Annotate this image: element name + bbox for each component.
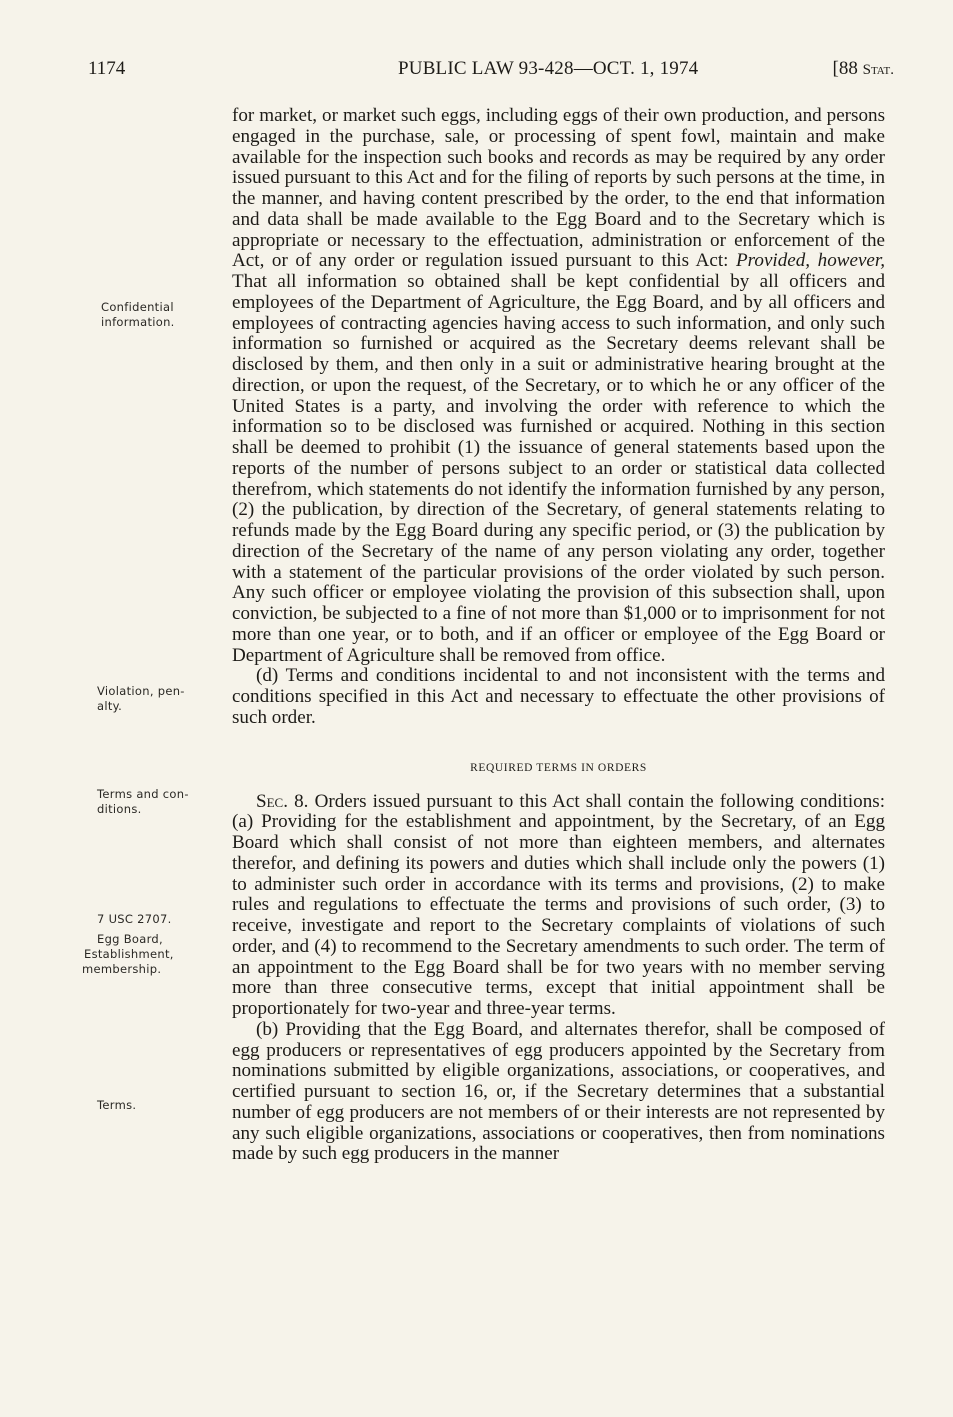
- statute-volume-prefix: [88: [832, 58, 863, 79]
- paragraph-text: for market, or market such eggs, including eggs of their own production, and persons engaged in the purchase, sale, or processing of spent fowl, maintain and make available for the inspection such books and records as may be required by any order issued pursuant to this Act and for the filing of reports by such persons at the time, in the manner, and having content prescribed by the order, to the end that information and data shall be made available to the Egg Board and to the Secretary which is appropriate or necessary to the effectuation, administration or enforcement of the Act, or of any order or regulation issued pursuant to this Act:: [232, 105, 885, 272]
- margin-note-line: Egg Board,: [97, 932, 163, 946]
- paragraph-section-8: [232, 792, 885, 1020]
- paragraph-confidentiality: [232, 106, 885, 666]
- margin-note-confidential: [101, 300, 175, 330]
- paragraph-d: (d) Terms and conditions incidental to and not inconsistent with the terms and conditions specified in this Act and necessary to effectuate the other provisions of such order.: [232, 665, 885, 728]
- section-heading: REQUIRED TERMS IN ORDERS: [470, 761, 647, 774]
- header-title: PUBLIC LAW 93-428—OCT. 1, 1974: [398, 58, 699, 79]
- margin-note-line: Violation, pen-: [97, 684, 185, 698]
- margin-note-line: membership.: [82, 962, 162, 976]
- paragraph-text: That all information so obtained shall be kept confidential by all officers and employees of the Department of Agriculture, the Egg Board, and by all officers and employees of contracting agencies having access to such information, and only such information so furnished or acquired as the Secretary deems relevant shall be disclosed by them, and then only in a suit or administrative hearing brought at the direction, or upon the request, of the Secretary, or to which he or any officer of the United States is a party, and involving the order with reference to which the information so to be disclosed was furnished or acquired. Nothing in this section shall be deemed to prohibit (1) the issuance of general statements based upon the reports of the number of persons subject to an order or statistical data collected therefrom, which statements do not identify the information furnished by any person, (2) the publication, by direction of the Secretary, of general statements relating to refunds made by the Egg Board during any specific period, or (3) the publication by direction of the Secretary of the name of any person violating any order, together with a statement of the particular provisions of the order violated by such person. Any such officer or employee violating the provision of this subsection shall, upon conviction, be subjected to a fine of not more than $1,000 or to imprisonment for not more than one year, or to both, and if an officer or employee of the Egg Board or Department of Agriculture shall be removed from office.: [232, 271, 885, 666]
- margin-note-terms: Terms.: [97, 1098, 137, 1112]
- section-label: Sec. 8.: [256, 790, 309, 812]
- margin-note-line: ditions.: [97, 802, 142, 816]
- margin-note-line: Establishment,: [84, 947, 174, 961]
- statute-body: [232, 106, 885, 1165]
- statute-volume-label: Stat.: [862, 62, 894, 78]
- margin-note-line: information.: [101, 315, 175, 329]
- paragraph-text: Orders issued pursuant to this Act shall contain the following conditions: (a) Providing for the establishment and appointment, by the Secretary, of an Egg Board which shall consist of not more than eighteen members, and alternates therefor, and defining its powers and duties which shall include only the powers (1) to administer such order in accordance with its terms and provisions, (2) to make rules and regulations to effectuate the terms and provisions of such order, (3) to receive, investigate and report to the Secretary complaints of violations of such order, and (4) to recommend to the Secretary amendments to such order. The term of an appointment to the Egg Board shall be for two years with no member serving more than three consecutive terms, except that initial appointment shall be proportionately for two-year and three-year terms.: [232, 790, 885, 1019]
- margin-note-line: alty.: [97, 699, 123, 713]
- margin-note-line: Confidential: [101, 300, 174, 314]
- statute-volume: [833, 56, 894, 83]
- proviso-italic: Provided, however,: [736, 250, 885, 272]
- margin-note-terms-conditions: [97, 787, 189, 817]
- margin-note-violation: [97, 684, 185, 714]
- margin-note-line: Terms and con-: [97, 787, 189, 801]
- paragraph-b: (b) Providing that the Egg Board, and alternates therefor, shall be composed of egg producers or representatives of egg producers appointed by the Secretary from nominations submitted by eligible organizations, associations, or cooperatives, and certified pursuant to section 16, or, if the Secretary determines that a substantial number of egg producers are not members of or their interests are not represented by any such eligible organizations, associations or cooperatives, then from nominations made by such egg producers in the manner: [232, 1018, 885, 1165]
- page-number: 1174: [88, 58, 126, 79]
- running-header: [88, 56, 894, 82]
- margin-note-egg-board: [82, 932, 174, 977]
- margin-note-usc: 7 USC 2707.: [97, 912, 172, 926]
